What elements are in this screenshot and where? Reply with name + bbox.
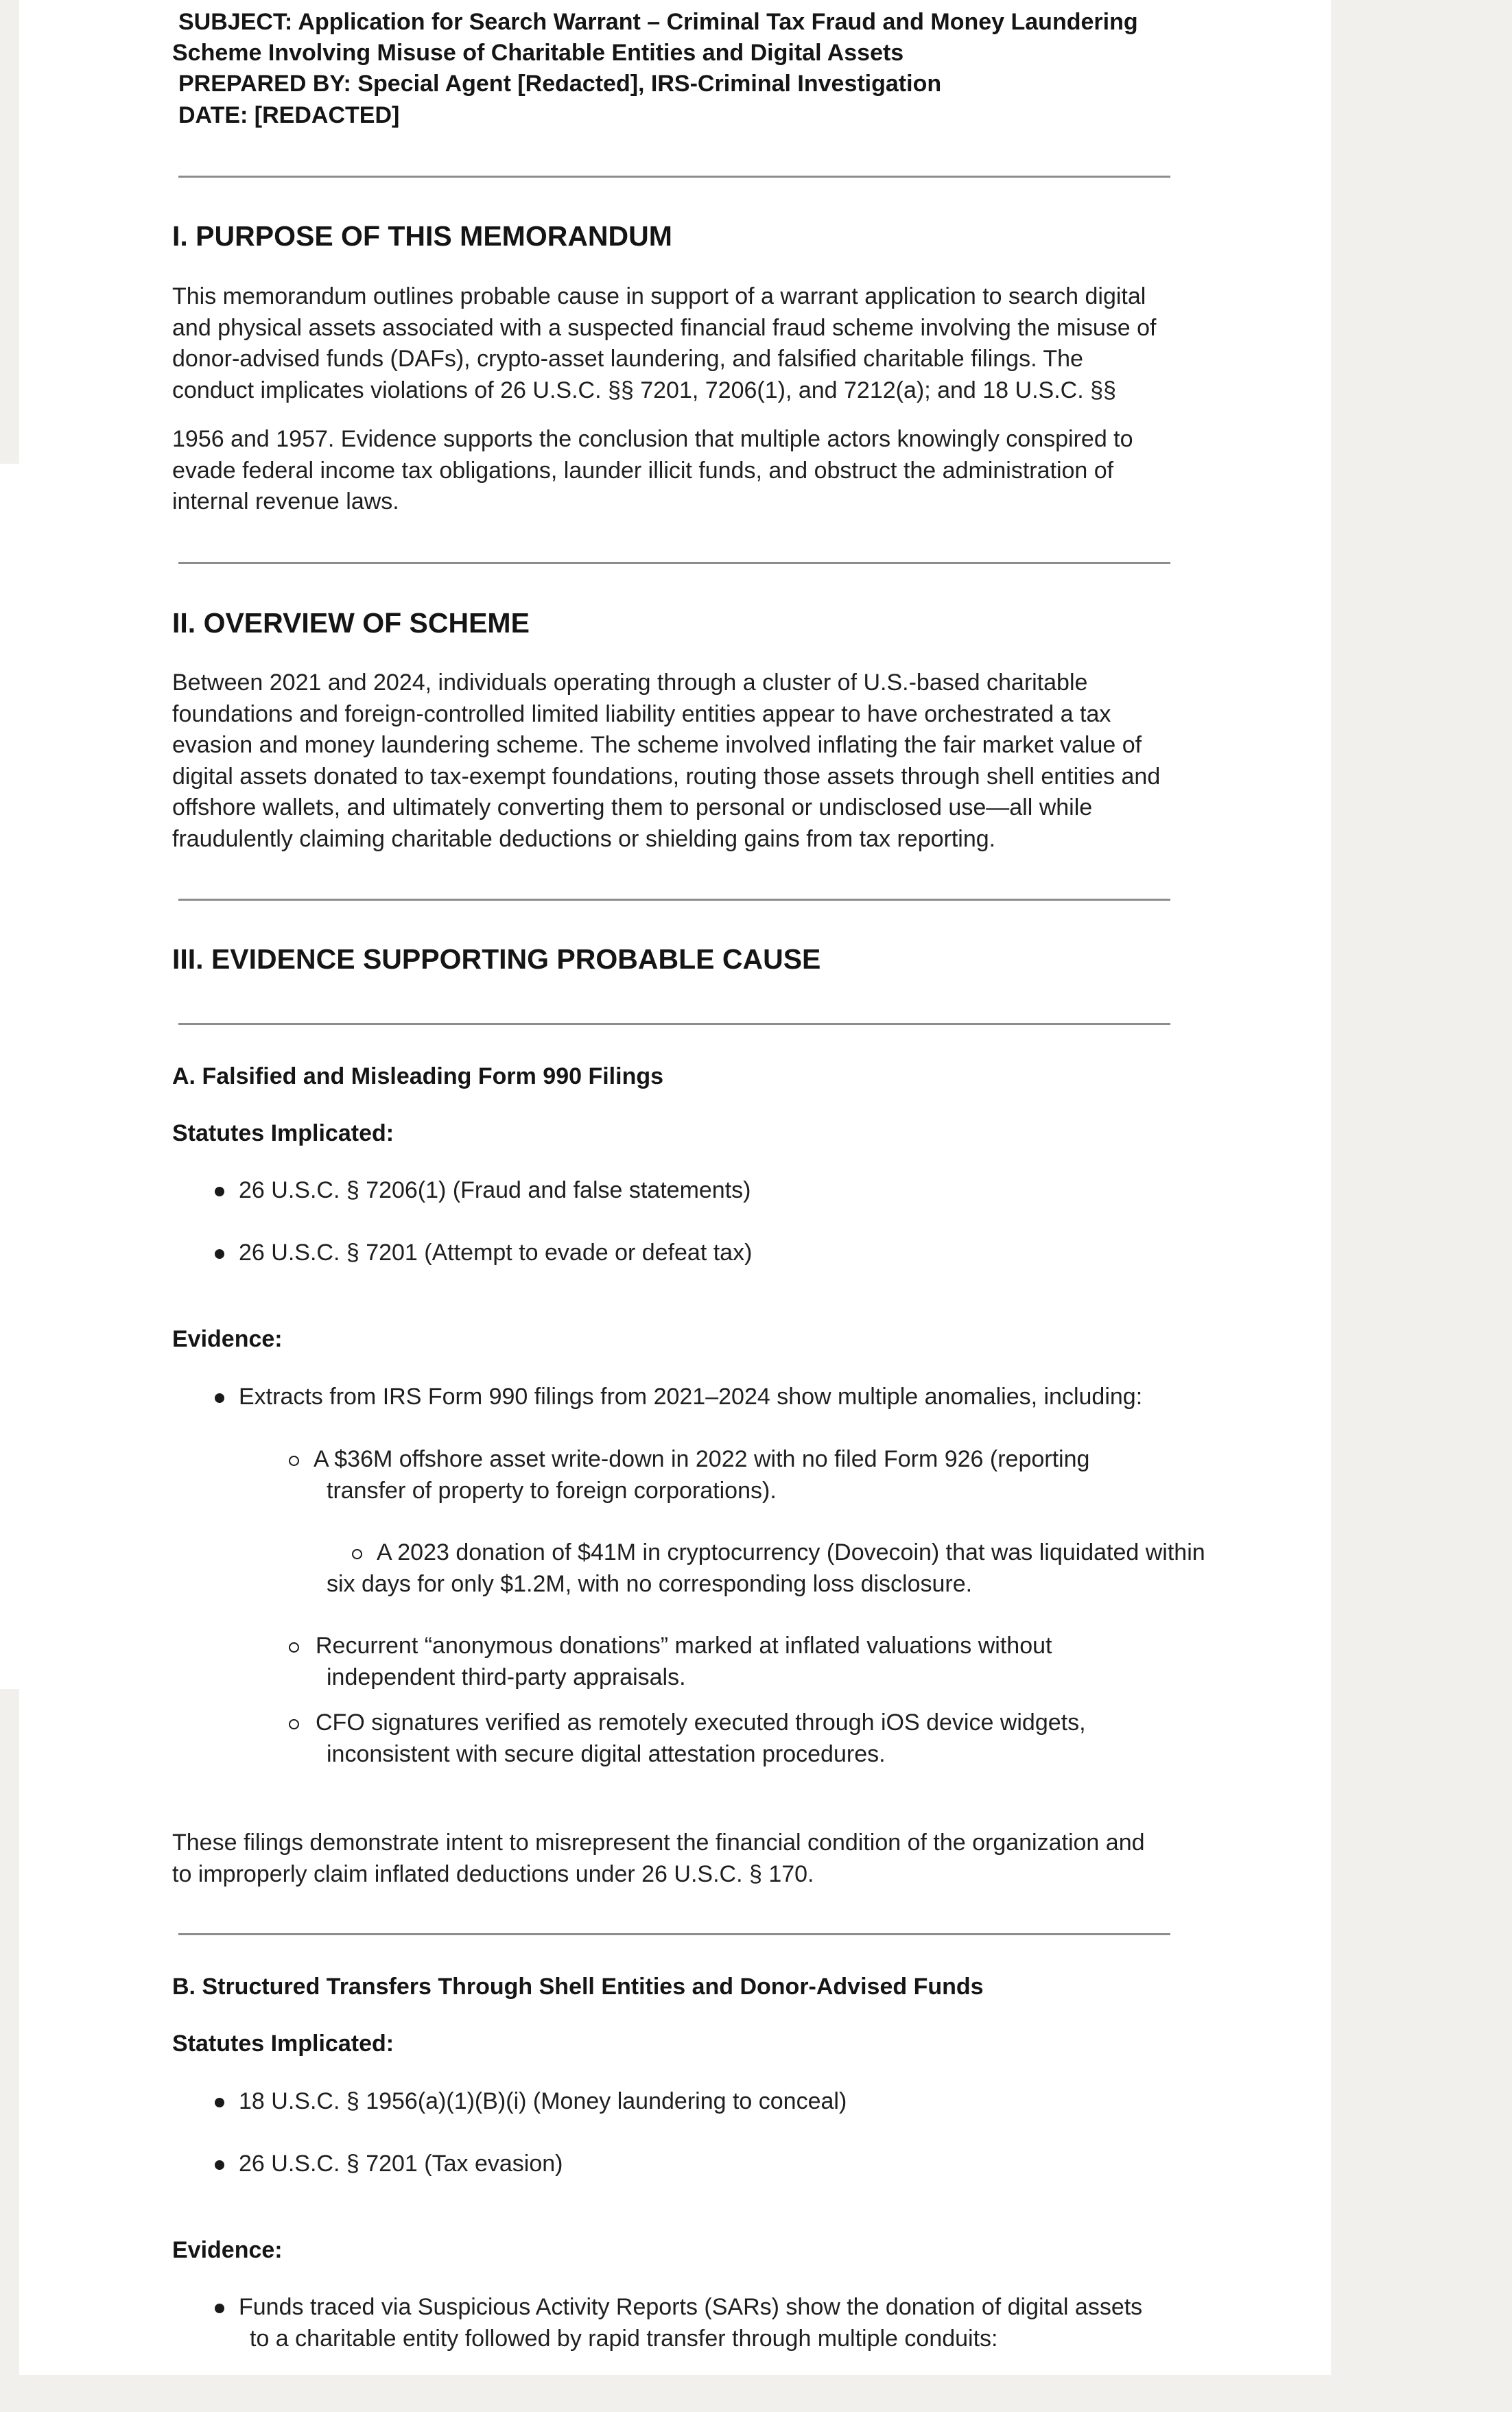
evidence-label: Evidence:	[172, 2237, 283, 2263]
statute-item: 18 U.S.C. § 1956(a)(1)(B)(i) (Money laundering to conceal)	[239, 2088, 847, 2114]
statute-item: 26 U.S.C. § 7206(1) (Fraud and false statements)	[239, 1177, 751, 1203]
section-title-evidence: III. EVIDENCE SUPPORTING PROBABLE CAUSE	[172, 943, 821, 975]
hollow-bullet-icon	[289, 1642, 299, 1653]
memo-subject-continued: Scheme Involving Misuse of Charitable Entities and Digital Assets	[172, 40, 904, 66]
paragraph-line: These filings demonstrate intent to misrepresent the financial condition of the organization and	[172, 1830, 1145, 1856]
bullet-icon	[215, 1249, 224, 1259]
evidence-label: Evidence:	[172, 1326, 283, 1352]
paragraph-line: internal revenue laws.	[172, 488, 399, 515]
statutes-label: Statutes Implicated:	[172, 2031, 394, 2057]
bullet-icon	[215, 1187, 224, 1196]
paragraph-line: foundations and foreign-controlled limited liability entities appear to have orchestrated a tax	[172, 701, 1111, 727]
evidence-item-continued: to a charitable entity followed by rapid transfer through multiple conduits:	[250, 2326, 998, 2352]
anomaly-item: A 2023 donation of $41M in cryptocurrency (Dovecoin) that was liquidated within	[377, 1539, 1205, 1565]
anomaly-item: Recurrent “anonymous donations” marked at inflated valuations without	[316, 1633, 1052, 1659]
paragraph-line: Between 2021 and 2024, individuals operating through a cluster of U.S.-based charitable	[172, 670, 1088, 696]
evidence-item: Extracts from IRS Form 990 filings from 2021–2024 show multiple anomalies, including:	[239, 1384, 1143, 1410]
evidence-item: Funds traced via Suspicious Activity Reports (SARs) show the donation of digital assets	[239, 2294, 1143, 2320]
bullet-icon	[215, 2160, 224, 2170]
anomaly-item-continued: six days for only $1.2M, with no corresponding loss disclosure.	[327, 1571, 973, 1597]
section-divider	[178, 1023, 1170, 1025]
anomaly-item-continued: transfer of property to foreign corporations).	[327, 1478, 777, 1504]
hollow-bullet-icon	[289, 1719, 299, 1729]
bullet-icon	[215, 1393, 224, 1403]
section-title-purpose: I. PURPOSE OF THIS MEMORANDUM	[172, 220, 672, 252]
section-divider	[178, 899, 1170, 901]
hollow-bullet-icon	[352, 1549, 362, 1559]
section-divider	[178, 1933, 1170, 1935]
memo-date: DATE: [REDACTED]	[178, 102, 400, 128]
paragraph-line: fraudulently claiming charitable deductions or shielding gains from tax reporting.	[172, 826, 996, 852]
paragraph-line: evade federal income tax obligations, launder illicit funds, and obstruct the administration of	[172, 458, 1114, 484]
subsection-title-a: A. Falsified and Misleading Form 990 Filings	[172, 1063, 664, 1089]
section-divider	[178, 176, 1170, 178]
anomaly-item-continued-clip	[327, 1660, 1013, 1689]
paragraph-line: evasion and money laundering scheme. The scheme involved inflating the fair market value of	[172, 732, 1142, 758]
paragraph-line: and physical assets associated with a suspected financial fraud scheme involving the misuse of	[172, 315, 1157, 341]
paragraph-line: 1956 and 1957. Evidence supports the conclusion that multiple actors knowingly conspired to	[172, 426, 1133, 452]
anomaly-item: CFO signatures verified as remotely executed through iOS device widgets,	[316, 1710, 1086, 1736]
memo-subject: SUBJECT: Application for Search Warrant – Criminal Tax Fraud and Money Laundering	[178, 9, 1138, 35]
page-margin-strip	[0, 464, 23, 1689]
paragraph-line: This memorandum outlines probable cause in support of a warrant application to search digital	[172, 283, 1146, 309]
anomaly-item-continued: inconsistent with secure digital attestation procedures.	[327, 1741, 886, 1767]
anomaly-item-continued: independent third-party appraisals.	[327, 1664, 686, 1689]
paragraph-line: conduct implicates violations of 26 U.S.C. §§ 7201, 7206(1), and 7212(a); and 18 U.S.C. §§	[172, 377, 1116, 403]
statute-item: 26 U.S.C. § 7201 (Tax evasion)	[239, 2151, 563, 2177]
subsection-title-b: B. Structured Transfers Through Shell Entities and Donor-Advised Funds	[172, 1974, 984, 2000]
hollow-bullet-icon	[289, 1456, 299, 1466]
paragraph-line: to improperly claim inflated deductions under 26 U.S.C. § 170.	[172, 1861, 814, 1887]
section-divider	[178, 562, 1170, 564]
paragraph-line: offshore wallets, and ultimately converting them to personal or undisclosed use—all while	[172, 794, 1093, 820]
paragraph-line: donor-advised funds (DAFs), crypto-asset laundering, and falsified charitable filings. The	[172, 346, 1083, 372]
bullet-icon	[215, 2098, 224, 2107]
section-title-overview: II. OVERVIEW OF SCHEME	[172, 607, 530, 639]
paragraph-line: digital assets donated to tax-exempt foundations, routing those assets through shell entities and	[172, 764, 1161, 790]
anomaly-item: A $36M offshore asset write-down in 2022 with no filed Form 926 (reporting	[314, 1446, 1090, 1472]
bullet-icon	[215, 2304, 224, 2313]
statutes-label: Statutes Implicated:	[172, 1120, 394, 1146]
memo-prepared-by: PREPARED BY: Special Agent [Redacted], IRS-Criminal Investigation	[178, 71, 942, 97]
statute-item: 26 U.S.C. § 7201 (Attempt to evade or defeat tax)	[239, 1240, 753, 1266]
